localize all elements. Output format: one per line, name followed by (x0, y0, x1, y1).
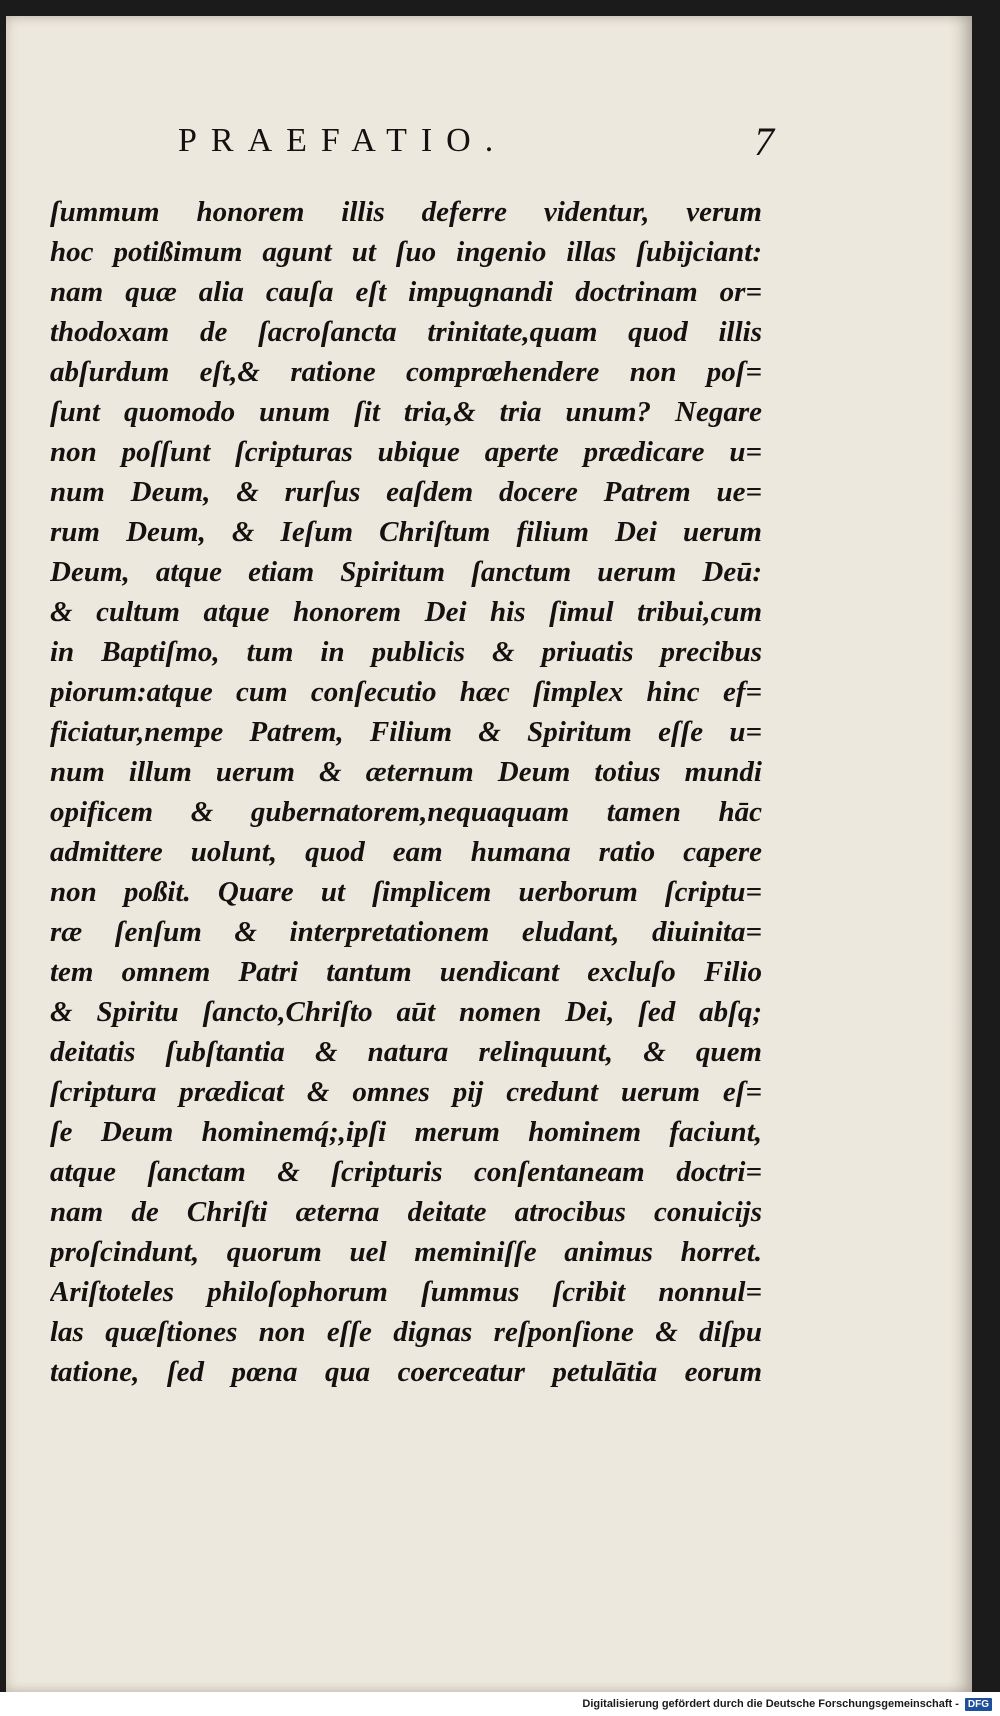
text-line: & Spiritu ſancto,Chriſto aūt nomen Dei, ſed abſq; (50, 996, 762, 1028)
text-line: ræ ſenſum & interpretationem eludant, diuinita= (50, 916, 762, 948)
dfg-logo: DFG (965, 1698, 992, 1711)
text-line: ficiatur,nempe Patrem, Filium & Spiritum eſſe u= (50, 716, 762, 748)
text-line: tatione, ſed pœna qua coerceatur petulātia eorum (50, 1356, 762, 1388)
text-line: nam de Chriſti æterna deitate atrocibus conuicijs (50, 1196, 762, 1228)
text-line: in Baptiſmo, tum in publicis & priuatis precibus (50, 636, 762, 668)
text-line: opificem & gubernatorem,nequaquam tamen hāc (50, 796, 762, 828)
text-line: hoc potißimum agunt ut ſuo ingenio illas ſubijciant: (50, 236, 762, 268)
text-line: tem omnem Patri tantum uendicant excluſo Filio (50, 956, 762, 988)
text-line: ſummum honorem illis deferre videntur, verum (50, 196, 762, 228)
running-head: PRAEFATIO. (178, 122, 508, 159)
text-line: non poßit. Quare ut ſimplicem uerborum ſcriptu= (50, 876, 762, 908)
text-line: num illum uerum & æternum Deum totius mundi (50, 756, 762, 788)
body-text (50, 192, 762, 1392)
digitization-credit-bar (0, 1692, 1000, 1716)
text-line: ſcriptura prædicat & omnes pij credunt uerum eſ= (50, 1076, 762, 1108)
text-line: rum Deum, & Ieſum Chriſtum filium Dei uerum (50, 516, 762, 548)
text-line: ſunt quomodo unum ſit tria,& tria unum? Negare (50, 396, 762, 428)
text-line: non poſſunt ſcripturas ubique aperte prædicare u= (50, 436, 762, 468)
text-line: num Deum, & rurſus eaſdem docere Patrem ue= (50, 476, 762, 508)
text-line: & cultum atque honorem Dei his ſimul tribui,cum (50, 596, 762, 628)
text-line: abſurdum eſt,& ratione comprœhendere non poſ= (50, 356, 762, 388)
credit-text: Digitalisierung gefördert durch die Deutsche Forschungsgemeinschaft - (582, 1698, 959, 1710)
text-line: nam quæ alia cauſa eſt impugnandi doctrinam or= (50, 276, 762, 308)
text-line: Deum, atque etiam Spiritum ſanctum uerum Deū: (50, 556, 762, 588)
text-line: piorum:atque cum conſecutio hæc ſimplex hinc ef= (50, 676, 762, 708)
page-number: 7 (754, 118, 774, 164)
text-line: proſcindunt, quorum uel meminiſſe animus horret. (50, 1236, 762, 1268)
text-line: ſe Deum hominemq́;,ipſi merum hominem faciunt, (50, 1116, 762, 1148)
text-line: atque ſanctam & ſcripturis conſentaneam doctri= (50, 1156, 762, 1188)
text-line: las quæſtiones non eſſe dignas reſponſione & diſpu (50, 1316, 762, 1348)
text-line: thodoxam de ſacroſancta trinitate,quam quod illis (50, 316, 762, 348)
text-line: admittere uolunt, quod eam humana ratio capere (50, 836, 762, 868)
page-header (178, 116, 774, 166)
text-line: Ariſtoteles philoſophorum ſummus ſcribit nonnul= (50, 1276, 762, 1308)
text-line: deitatis ſubſtantia & natura relinquunt, & quem (50, 1036, 762, 1068)
book-page (6, 16, 972, 1692)
